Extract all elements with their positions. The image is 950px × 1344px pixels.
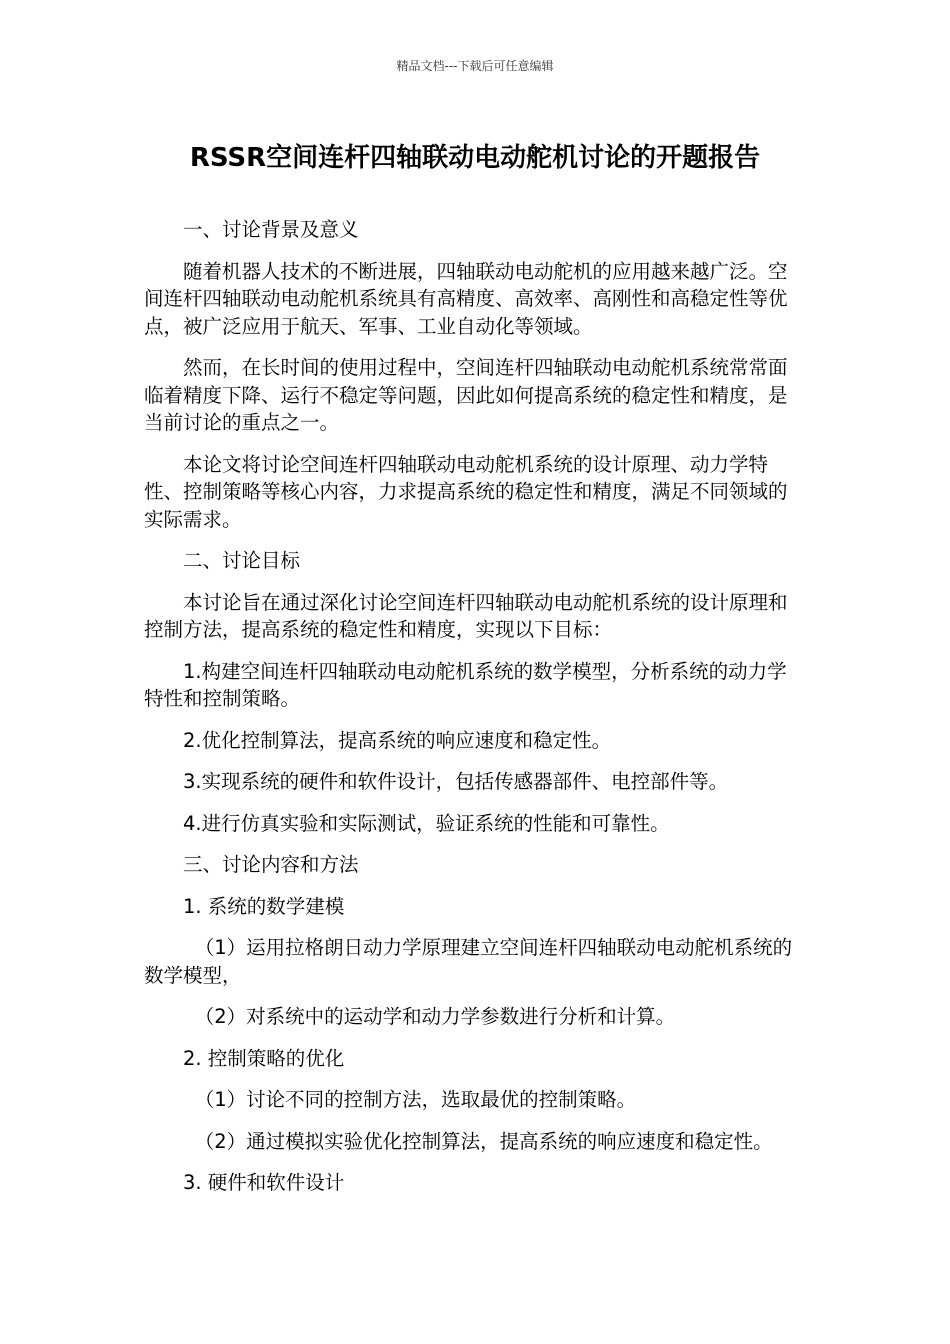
modeling-item-2: （2）对系统中的运动学和动力学参数进行分析和计算。 [194,1005,676,1028]
goal-item-3: 3.实现系统的硬件和软件设计，包括传感器部件、电控部件等。 [183,770,729,793]
background-paragraph-1: 随着机器人技术的不断进展，四轴联动电动舵机的应用越来越广泛。空间连杆四轴联动电动舵机系统具有高精度、高效率、高刚性和高稳定性等优点，被广泛应用于航天、军事、工业自动化等领域。 [144,259,788,338]
document-body [144,216,794,1211]
background-paragraph-3: 本论文将讨论空间连杆四轴联动电动舵机系统的设计原理、动力学特性、控制策略等核心内容，力求提高系统的稳定性和精度，满足不同领域的实际需求。 [144,452,788,531]
modeling-item-1: （1）运用拉格朗日动力学原理建立空间连杆四轴联动电动舵机系统的数学模型， [144,936,793,987]
background-paragraph-2: 然而，在长时间的使用过程中，空间连杆四轴联动电动舵机系统常常面临着精度下降、运行不稳定等问题，因此如何提高系统的稳定性和精度，是当前讨论的重点之一。 [144,356,788,434]
document-title: RSSR空间连杆四轴联动电动舵机讨论的开题报告 [189,143,761,173]
goals-intro-paragraph: 本讨论旨在通过深化讨论空间连杆四轴联动电动舵机系统的设计原理和控制方法，提高系统的稳定性和精度，实现以下目标： [144,590,788,641]
subsection-heading-control: 2. 控制策略的优化 [183,1046,345,1070]
section-heading-background: 一、讨论背景及意义 [183,218,359,241]
goal-item-2: 2.优化控制算法，提高系统的响应速度和稳定性。 [183,728,612,752]
subsection-heading-hardware-software: 3. 硬件和软件设计 [183,1171,345,1194]
page-header-note: 精品文档---下载后可任意编辑 [396,59,554,73]
subsection-heading-modeling: 1. 系统的数学建模 [183,894,345,918]
control-item-2: （2）通过模拟实验优化控制算法，提高系统的响应速度和稳定性。 [194,1129,773,1153]
goal-item-4: 4.进行仿真实验和实际测试，验证系统的性能和可靠性。 [183,811,670,835]
control-item-1: （1）讨论不同的控制方法，选取最优的控制策略。 [194,1088,637,1111]
section-heading-content-methods: 三、讨论内容和方法 [183,853,359,876]
section-heading-goals: 二、讨论目标 [183,549,301,572]
goal-item-1: 1.构建空间连杆四轴联动电动舵机系统的数学模型，分析系统的动力学特性和控制策略。 [144,659,787,710]
